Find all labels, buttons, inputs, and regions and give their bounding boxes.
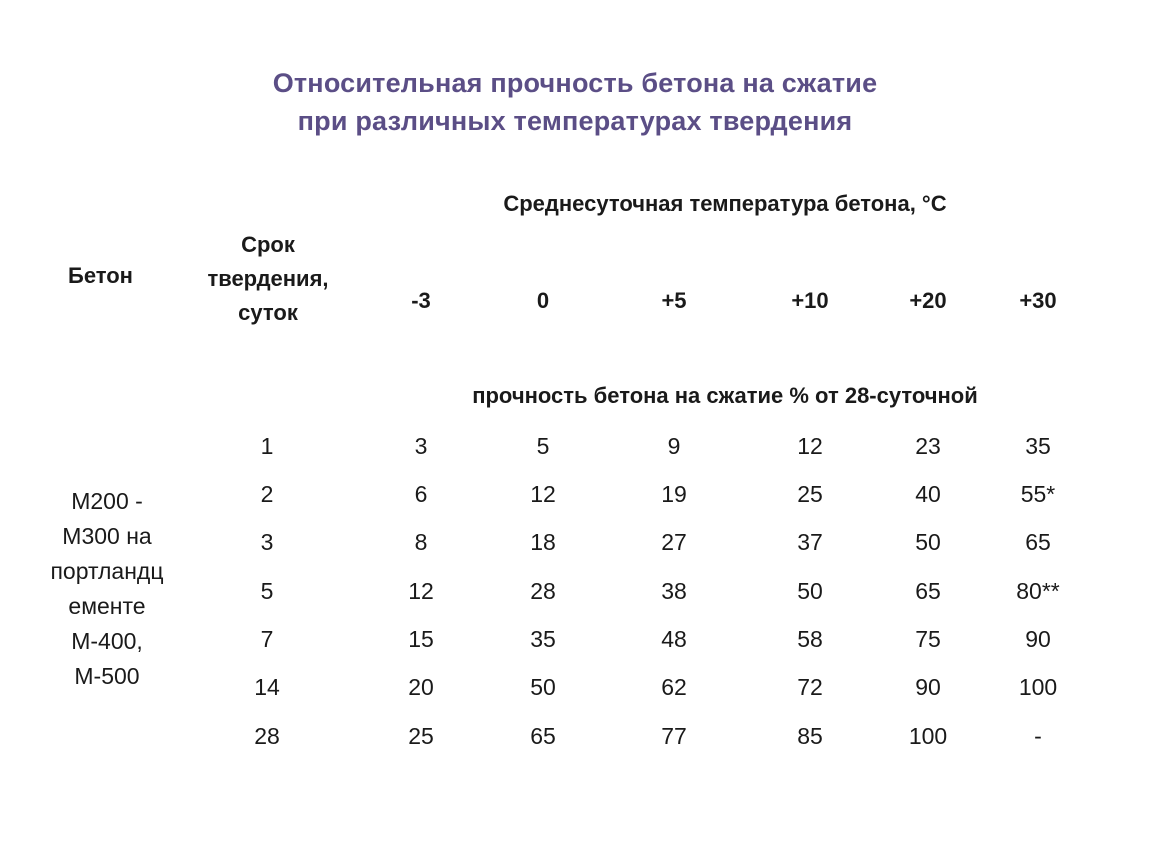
cell-value: 55*	[1020, 481, 1056, 507]
concrete-type-line-3: портландц	[50, 558, 164, 584]
title-line-2: при различных температурах твердения	[297, 106, 853, 136]
header-temperature-group: Среднесуточная температура бетона, °С	[503, 191, 947, 216]
cell-value: 9	[667, 433, 681, 459]
cell-value: 100	[1018, 674, 1058, 700]
header-temp-0: 0	[536, 288, 550, 313]
cell-value: 5	[536, 433, 550, 459]
header-temp-plus20: +20	[909, 288, 947, 313]
cell-days: 14	[254, 674, 280, 700]
cell-value: 25	[797, 481, 823, 507]
cell-value: 50	[530, 674, 556, 700]
cell-value: 65	[1025, 529, 1051, 555]
cell-value: 40	[915, 481, 941, 507]
cell-value: 65	[530, 723, 556, 749]
header-strength: прочность бетона на сжатие % от 28-суточной	[472, 383, 978, 408]
header-term	[190, 228, 346, 330]
concrete-type	[32, 484, 182, 694]
cell-days: 1	[260, 433, 274, 459]
title-line-1: Относительная прочность бетона на сжатие	[272, 68, 878, 98]
cell-value: 28	[530, 578, 556, 604]
concrete-type-line-5: М-400,	[71, 628, 143, 654]
concrete-type-line-6: М-500	[74, 663, 140, 689]
cell-value: 27	[661, 529, 687, 555]
cell-value: 75	[915, 626, 941, 652]
cell-value: 20	[408, 674, 434, 700]
cell-value: 19	[661, 481, 687, 507]
cell-value: 80**	[1016, 578, 1060, 604]
cell-value: 12	[408, 578, 434, 604]
cell-value: 15	[408, 626, 434, 652]
cell-value: 37	[797, 529, 823, 555]
cell-days: 2	[260, 481, 274, 507]
cell-value: 3	[414, 433, 428, 459]
cell-value: 58	[797, 626, 823, 652]
cell-value: 72	[797, 674, 823, 700]
cell-value: 23	[915, 433, 941, 459]
header-term-line-2: твердения,	[207, 266, 329, 291]
concrete-type-line-1: М200 -	[71, 488, 143, 514]
cell-value: 18	[530, 529, 556, 555]
header-temp-plus5: +5	[661, 288, 687, 313]
cell-value: -	[1034, 723, 1042, 749]
cell-value: 12	[797, 433, 823, 459]
header-temp-plus30: +30	[1019, 288, 1057, 313]
cell-value: 65	[915, 578, 941, 604]
header-concrete: Бетон	[68, 263, 133, 288]
concrete-type-line-2: М300 на	[62, 523, 152, 549]
cell-value: 38	[661, 578, 687, 604]
cell-value: 12	[530, 481, 556, 507]
cell-value: 62	[661, 674, 687, 700]
cell-value: 50	[915, 529, 941, 555]
cell-value: 48	[661, 626, 687, 652]
cell-value: 100	[908, 723, 948, 749]
cell-value: 6	[414, 481, 428, 507]
cell-value: 8	[414, 529, 428, 555]
cell-days: 5	[260, 578, 274, 604]
cell-value: 35	[530, 626, 556, 652]
cell-value: 35	[1025, 433, 1051, 459]
cell-value: 77	[661, 723, 687, 749]
cell-days: 28	[254, 723, 280, 749]
cell-days: 7	[260, 626, 274, 652]
cell-value: 85	[797, 723, 823, 749]
cell-value: 25	[408, 723, 434, 749]
cell-value: 90	[915, 674, 941, 700]
header-temp-minus3: -3	[411, 288, 431, 313]
header-temp-plus10: +10	[791, 288, 829, 313]
cell-value: 90	[1025, 626, 1051, 652]
header-term-line-3: суток	[238, 300, 298, 325]
cell-days: 3	[260, 529, 274, 555]
cell-value: 50	[797, 578, 823, 604]
header-term-line-1: Срок	[241, 232, 295, 257]
concrete-type-line-4: ементе	[68, 593, 146, 619]
page-title	[0, 64, 1150, 140]
